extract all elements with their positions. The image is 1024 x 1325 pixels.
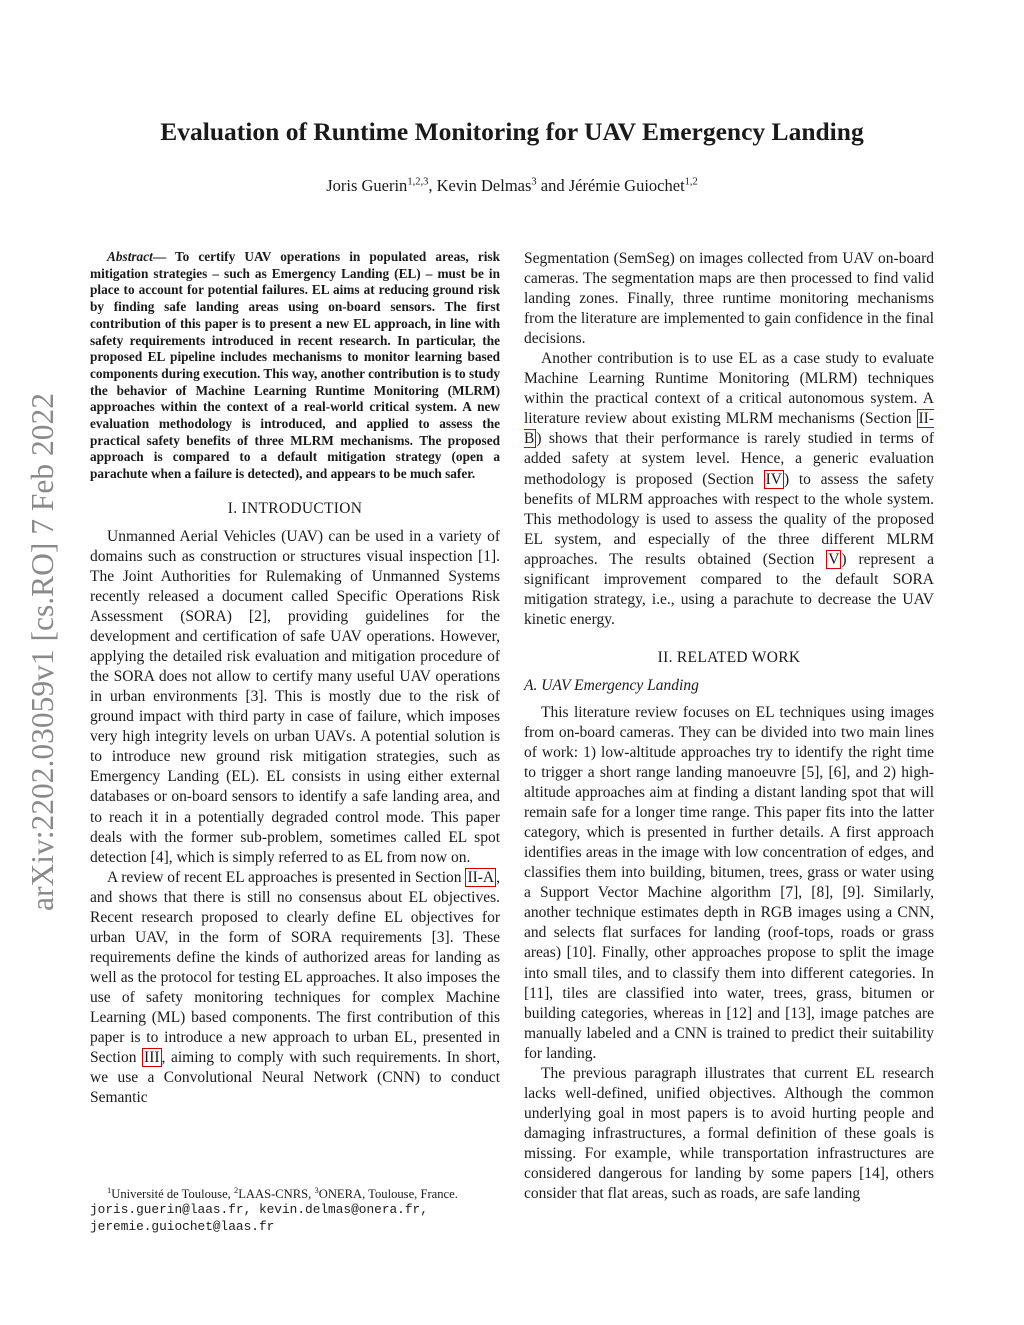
related-paragraph-1: This literature review focuses on EL techniques using images from on-board cameras. They can be divided into two main lines of work: 1) low-altitude approaches try to identify the right time to trigger a short range landing manoeuvre [5], [6], and 2) high-altitude approaches aim at finding a distant landing spot that will remain safe for a longer time range. This paper fits into the latter category, which is presented in further details. A first approach identifies areas in the image with low concentration of edges, and classifies them into building, bitumen, trees, grass or water using a Support Vector Machine algorithm [7], [8], [9]. Similarly, another technique estimates depth in RGB images using a CNN, and selects flat surfaces for landing (roof-tops, roads or grass areas) [10]. Finally, other approaches propose to split the image into small tiles, and to classify them into different categories. In [11], tiles are classified into water, trees, grass, bitumen or building categories, whereas in [12] and [13], image patches are manually labeled and a CNN is trained to predict their suitability for landing. bbox=[524, 703, 934, 1062]
abstract-label: Abstract bbox=[107, 249, 153, 264]
author-1: Joris Guerin bbox=[326, 176, 408, 195]
affiliation-marker-2: 2 bbox=[233, 1185, 239, 1195]
author-2: Kevin Delmas bbox=[436, 176, 532, 195]
section-link-ii-a[interactable]: II-A bbox=[467, 868, 495, 886]
affiliation-1: Université de Toulouse, bbox=[111, 1187, 234, 1202]
section-link-ii-b[interactable]: II-B bbox=[524, 410, 934, 448]
right-paragraph-2-text: ) shows that their performance is rarely studied in terms of added safety at system level. Hence, a generic evaluation methodology is proposed (Section bbox=[524, 430, 934, 488]
author-separator: and bbox=[536, 176, 569, 195]
affiliation-footnote bbox=[90, 1182, 500, 1235]
email-line-1[interactable]: joris.guerin@laas.fr, kevin.delmas@onera.fr, bbox=[90, 1202, 428, 1218]
section-heading-introduction: I. INTRODUCTION bbox=[227, 499, 363, 517]
intro-paragraph-1: Unmanned Aerial Vehicles (UAV) can be used in a variety of domains such as construction or structures visual inspection [1]. The Joint Authorities for Rulemaking of Unmanned Systems recently released a document called Specific Operations Risk Assessment (SORA) [2], providing guidelines for the development and certification of safe UAV operations. However, applying the detailed risk evaluation and mitigation procedure of the SORA does not allow to certify many useful UAV operations in urban environments [3]. This is mostly due to the risk of ground impact with third party in case of failure, which imposes very high integrity levels on urban UAVs. A potential solution is to introduce new ground risk mitigation strategies, such as Emergency Landing (EL). EL consists in using either external databases or on-board sensors to identify a safe landing area, and to reach it in a potentially degraded control mode. This paper deals with the former sub-problem, sometimes called EL spot detection [4], which is simply referred to as EL from now on. bbox=[90, 527, 500, 866]
section-link-v[interactable]: V bbox=[828, 550, 840, 568]
author-3: Jérémie Guiochet bbox=[568, 176, 685, 195]
subsection-heading-uav-emergency-landing: A. UAV Emergency Landing bbox=[524, 676, 699, 694]
email-line-2[interactable]: jeremie.guiochet@laas.fr bbox=[90, 1218, 275, 1234]
section-link-iv[interactable]: IV bbox=[765, 470, 782, 488]
author-2-affiliation: 3 bbox=[531, 176, 537, 188]
author-line bbox=[0, 176, 1024, 196]
affiliation-2: LAAS-CNRS, bbox=[238, 1187, 315, 1202]
author-3-affiliation: 1,2 bbox=[684, 176, 698, 188]
affiliation-3: ONERA, Toulouse, France. bbox=[318, 1187, 458, 1202]
abstract-text: To certify UAV operations in populated areas, risk mitigation strategies – such as Emergency Landing (EL) – must be in place to account for potential failures. EL aims at reducing ground risk by finding safe landing areas using on-board sensors. The first contribution of this paper is to present a new EL approach, in line with safety requirements introduced in recent research. In particular, the proposed EL pipeline includes mechanisms to monitor learning based components during execution. This way, another contribution is to study the behavior of Machine Learning Runtime Monitoring (MLRM) approaches within the context of a real-world critical system. A new evaluation methodology is introduced, and applied to assess the practical safety benefits of three MLRM mechanisms. The proposed approach is compared to a default mitigation strategy (open a parachute when a failure is detected), and appears to be much safer. bbox=[90, 249, 500, 482]
affiliation-marker-3: 3 bbox=[314, 1185, 319, 1195]
affiliation-line bbox=[90, 1182, 500, 1202]
intro-paragraph-2-text: , aiming to comply with such requirements. In short, we use a Convolutional Neural Network (CNN) to conduct Semantic bbox=[90, 1049, 500, 1107]
related-paragraph-2: The previous paragraph illustrates that current EL research lacks well-defined, unified objectives. Although the common underlying goal in most papers is to avoid hurting people and damaging infrastructures, a formal definition of these goals is missing. For example, while transportation infrastructures are considered dangerous for landing by some papers [14], others consider that flat areas, such as roads, are safe landing bbox=[524, 1064, 934, 1203]
arxiv-stamp: arXiv:2202.03059v1 [cs.RO] 7 Feb 2022 bbox=[25, 393, 60, 911]
right-paragraph-2-text: ) to assess the safety benefits of MLRM approaches with respect to the whole system. This methodology is used to assess the quality of the proposed EL system, and especially of the three different MLRM approaches. The results obtained (Section bbox=[524, 470, 934, 568]
left-column bbox=[90, 249, 500, 1108]
paper-title: Evaluation of Runtime Monitoring for UAV Emergency Landing bbox=[160, 117, 864, 146]
section-heading-related-work: II. RELATED WORK bbox=[657, 648, 801, 666]
abstract-dash: — bbox=[152, 249, 175, 264]
intro-paragraph-2-text: A review of recent EL approaches is presented in Section bbox=[107, 868, 466, 886]
right-paragraph-2-text: ) represent a significant improvement compared to the default SORA mitigation strategy, i.e., using a parachute to decrease the UAV kinetic energy. bbox=[524, 550, 934, 628]
author-1-affiliation: 1,2,3 bbox=[407, 176, 429, 188]
author-separator: , bbox=[428, 176, 437, 195]
right-paragraph-1: Segmentation (SemSeg) on images collected from UAV on-board cameras. The segmentation maps are then processed to find valid landing zones. Finally, three runtime monitoring mechanisms from the literature are implemented to gain confidence in the final decisions. bbox=[524, 250, 934, 348]
right-paragraph-2-text: Another contribution is to use EL as a case study to evaluate Machine Learning Runtime Monitoring (MLRM) techniques within the practical context of a critical autonomous system. A literature review about existing MLRM mechanisms (Section bbox=[524, 350, 934, 428]
right-column bbox=[524, 249, 934, 1204]
affiliation-marker-1: 1 bbox=[107, 1185, 112, 1195]
abstract bbox=[90, 249, 500, 483]
intro-paragraph-2 bbox=[90, 868, 500, 1109]
section-link-iii[interactable]: III bbox=[144, 1049, 160, 1067]
intro-paragraph-2-text: , and shows that there is still no consensus about EL objectives. Recent research proposed to clearly define EL objectives for urban UAV, in the form of SORA requirements [3]. These requirements define the kinds of authorized areas for landing as well as the protocol for testing EL approaches. It also imposes the use of safety monitoring techniques for complex Machine Learning (ML) based components. The first contribution of this paper is to introduce a new approach to urban EL, presented in Section bbox=[90, 868, 500, 1067]
right-paragraph-2 bbox=[524, 349, 934, 630]
